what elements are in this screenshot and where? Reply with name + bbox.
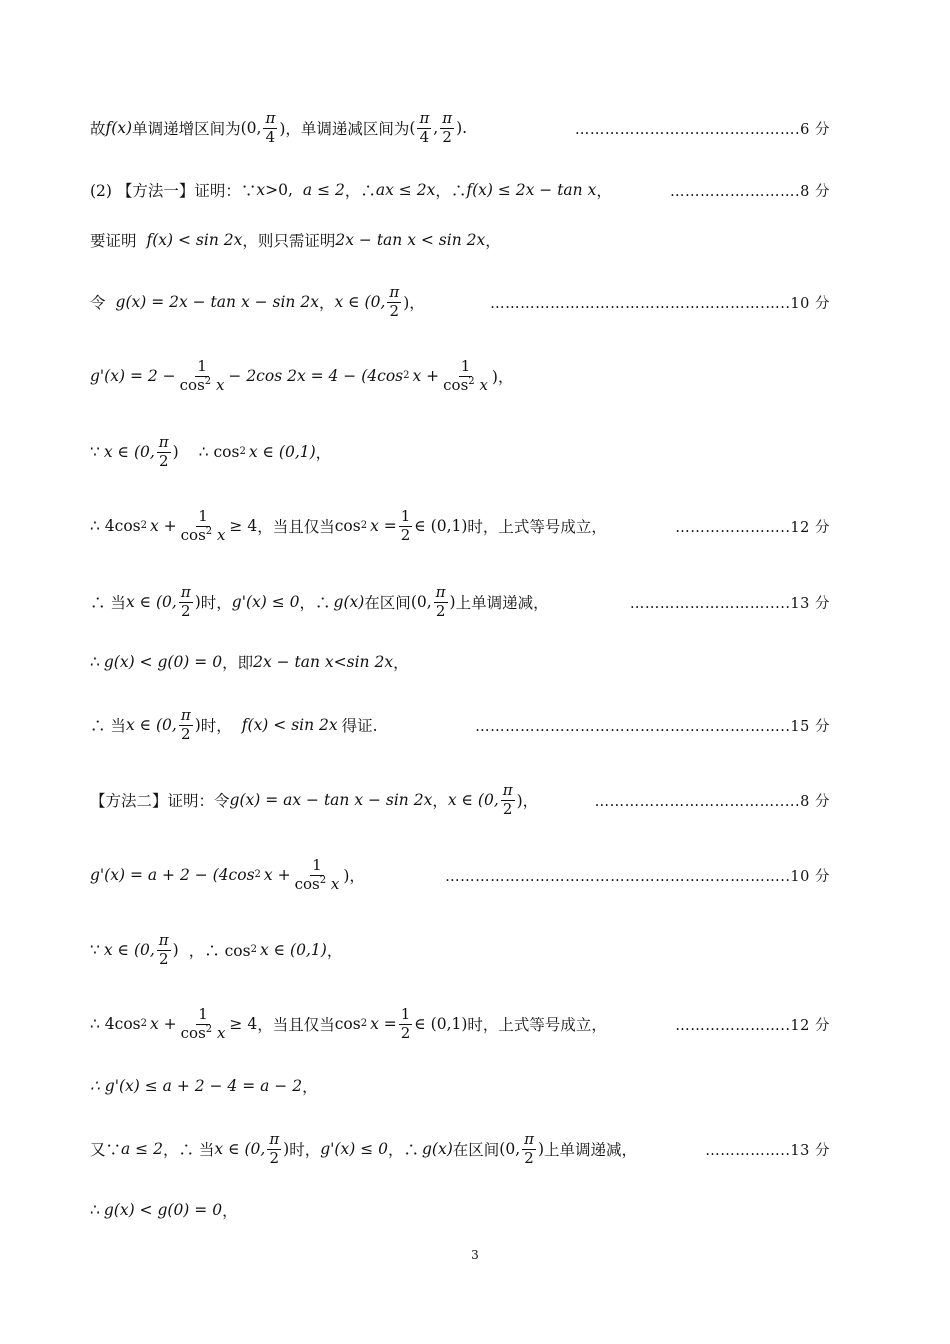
math: f(x) bbox=[105, 119, 133, 137]
math: >0, bbox=[265, 181, 293, 199]
math: x ∈ (0, bbox=[103, 443, 155, 461]
text: ，∴ bbox=[387, 1141, 419, 1159]
text: 时， bbox=[200, 594, 232, 612]
text: ， bbox=[302, 1078, 318, 1096]
text: ，当且仅当 bbox=[257, 1016, 335, 1034]
text: ， bbox=[326, 942, 343, 960]
math: x bbox=[256, 181, 266, 199]
fraction: $\frac{\pi}{2}$ bbox=[269, 1129, 280, 1167]
text: ， bbox=[393, 654, 409, 672]
math: ∈ (0,1) bbox=[414, 517, 468, 535]
math: ∴ g'(x) ≤ a + 2 − 4 = a − 2 bbox=[90, 1077, 303, 1095]
math: g(x) = 2x − tan x − sin 2x bbox=[115, 293, 319, 311]
math: x ∈ (0, bbox=[103, 941, 155, 959]
math: x ∈ (0, bbox=[447, 791, 499, 809]
text: ， bbox=[485, 232, 501, 250]
fraction: $\frac{\pi}{4}$ bbox=[419, 108, 430, 146]
text: 在区间 bbox=[364, 594, 411, 612]
solution-line-9 bbox=[90, 632, 830, 692]
math: x + bbox=[263, 866, 291, 884]
fraction: $\frac{1}{\cos^2 x}$ bbox=[294, 855, 340, 893]
text: ，∴ bbox=[299, 594, 331, 612]
solution-line-8 bbox=[90, 572, 830, 632]
math: g(x) bbox=[422, 1140, 453, 1158]
math: f(x) ≤ 2x − tan x bbox=[466, 181, 597, 199]
math: f(x) < sin 2x bbox=[146, 231, 243, 249]
text: 时， bbox=[200, 717, 232, 735]
text: )， bbox=[403, 294, 425, 312]
math: ≥ 4 bbox=[229, 1015, 258, 1033]
math: ) bbox=[172, 941, 179, 959]
math: 2x − tan x < sin 2x bbox=[335, 231, 486, 249]
math: x + bbox=[412, 367, 440, 385]
fraction: $\frac{1}{2}$ bbox=[400, 1004, 411, 1042]
score-marker: …………………………………………………….……..10 分 bbox=[445, 868, 830, 885]
score-marker: ……………………….....13 分 bbox=[629, 595, 830, 612]
math: ∴ 4cos bbox=[90, 517, 141, 535]
math: ∴ 4cos bbox=[90, 1015, 141, 1033]
text: )，单调递减区间为 bbox=[279, 120, 410, 138]
math: x ∈ (0, bbox=[125, 593, 177, 611]
math: ) bbox=[194, 716, 201, 734]
fraction: $\frac{\pi}{2}$ bbox=[524, 1129, 534, 1167]
math: ∈ (0,1) bbox=[414, 1015, 468, 1033]
solution-line-14: ∴ 4cos 2 x + $\frac{1}{\cos^2 x}$ ≥ 4 ，当且仅当 cos 2 x = $\frac{1}{2}$ ∈ (0,1) 时，上式等号成立， …………………..12 分 bbox=[90, 1004, 830, 1042]
math: (0, bbox=[410, 593, 432, 611]
fraction: $\frac{\pi}{2}$ bbox=[180, 582, 191, 620]
fraction: $\frac{\pi}{2}$ bbox=[435, 582, 446, 620]
text: ， bbox=[432, 792, 448, 810]
text: 时，上式等号成立， bbox=[467, 518, 607, 536]
text: ∴ bbox=[90, 653, 100, 671]
math: ≥ 4 bbox=[229, 517, 258, 535]
text: ∵ bbox=[90, 443, 100, 461]
text: ， bbox=[318, 294, 335, 312]
math: cos bbox=[334, 517, 361, 535]
solution-line-1 bbox=[90, 98, 830, 158]
text: 故 bbox=[90, 120, 106, 138]
text: ，即 bbox=[222, 654, 254, 672]
fraction: $\frac{\pi}{2}$ bbox=[389, 282, 400, 320]
math: cos bbox=[334, 1015, 361, 1033]
math: x ∈ (0,1) bbox=[248, 443, 316, 461]
solution-line-11 bbox=[90, 770, 830, 830]
score-marker: …………….……….8 分 bbox=[669, 183, 830, 200]
fraction: $\frac{\pi}{2}$ bbox=[502, 780, 513, 818]
math: g(x) bbox=[333, 593, 365, 611]
text: ， bbox=[222, 1202, 238, 1220]
math: ∴ cos bbox=[198, 443, 240, 461]
math: ) bbox=[449, 593, 456, 611]
text: 时， bbox=[289, 1141, 321, 1159]
score-marker: ……………………………………………….…..10 分 bbox=[490, 295, 830, 312]
text: ∴ 当 bbox=[90, 594, 126, 612]
math: f(x) < sin 2x bbox=[241, 716, 338, 734]
math: a ≤ 2 bbox=[121, 1140, 163, 1158]
math: ax ≤ 2x bbox=[375, 181, 436, 199]
text: 要证明 bbox=[90, 232, 137, 250]
fraction: $\frac{1}{\cos^2 x}$ bbox=[179, 356, 225, 394]
text: )， bbox=[343, 867, 365, 885]
score-marker: …………………..12 分 bbox=[675, 519, 830, 536]
math: (0, bbox=[240, 119, 262, 137]
math: x + bbox=[150, 1015, 177, 1033]
text: ，当且仅当 bbox=[257, 518, 335, 536]
math: a ≤ 2 bbox=[302, 181, 345, 199]
fraction: $\frac{\pi}{2}$ bbox=[158, 930, 169, 968]
solution-line-10 bbox=[90, 695, 830, 755]
math: ( bbox=[409, 119, 416, 137]
math: − 2cos 2x = 4 − (4cos bbox=[228, 367, 404, 385]
text: 令 bbox=[90, 294, 106, 312]
text: ，则只需证明 bbox=[242, 232, 336, 250]
math: ) bbox=[537, 1140, 545, 1158]
math: x + bbox=[150, 517, 177, 535]
math: ). bbox=[456, 119, 468, 137]
text: 时，上式等号成立， bbox=[467, 1016, 607, 1034]
math: g(x) < g(0) = 0 bbox=[103, 653, 223, 671]
math: x ∈ (0,1) bbox=[259, 941, 327, 959]
text: 【方法二】证明：令 bbox=[90, 792, 230, 810]
score-marker: …………………..12 分 bbox=[675, 1017, 830, 1034]
math: x = bbox=[370, 1015, 397, 1033]
text: ，∴ bbox=[344, 182, 376, 200]
score-marker: …………………….……….……….6 分 bbox=[574, 121, 830, 138]
solution-line-5: g'(x) = 2 − $\frac{1}{\cos^2 x}$ − 2cos 2x = 4 − (4cos 2 x + $\frac{1}{\cos^2 x}$ )， bbox=[90, 356, 514, 394]
math: x ∈ (0, bbox=[214, 1140, 266, 1158]
math: x = bbox=[370, 517, 397, 535]
solution-line-7: ∴ 4cos 2 x + $\frac{1}{\cos^2 x}$ ≥ 4 ，当且仅当 cos 2 x = $\frac{1}{2}$ ∈ (0,1) 时，上式等号成立， …………………..12 分 bbox=[90, 506, 830, 544]
fraction: $\frac{\pi}{2}$ bbox=[158, 432, 169, 470]
math: ，∴ cos bbox=[188, 942, 251, 960]
math: x ∈ (0, bbox=[334, 293, 386, 311]
text: 在区间 bbox=[452, 1141, 500, 1159]
fraction: $\frac{1}{\cos^2 x}$ bbox=[443, 356, 488, 394]
text: ∴ 当 bbox=[90, 717, 126, 735]
solution-line-6: ∵ x ∈ (0, $\frac{\pi}{2}$ ) ∴ cos 2 x ∈ (0,1) ， bbox=[90, 432, 332, 470]
page-number: 3 bbox=[471, 1248, 479, 1262]
solution-line-4 bbox=[90, 272, 830, 332]
score-marker: ……………..13 分 bbox=[705, 1142, 830, 1159]
fraction: $\frac{1}{\cos^2 x}$ bbox=[180, 1004, 226, 1042]
text: ，∴ bbox=[435, 182, 467, 200]
text: ，∴ 当 bbox=[162, 1141, 215, 1159]
text: ∵ bbox=[90, 941, 100, 959]
math: g(x) = ax − tan x − sin 2x bbox=[229, 791, 433, 809]
score-marker: ……………………………………………….……..15 分 bbox=[475, 718, 830, 735]
math: ) bbox=[283, 1140, 290, 1158]
text: )， bbox=[491, 368, 514, 386]
math: g'(x) = a + 2 − (4cos bbox=[90, 866, 255, 884]
text: 得证. bbox=[341, 717, 378, 735]
text: 单调递增区间为 bbox=[132, 120, 241, 138]
text: ， bbox=[596, 182, 612, 200]
math: (0, bbox=[499, 1140, 521, 1158]
fraction: $\frac{\pi}{2}$ bbox=[180, 705, 191, 743]
text: (2) 【方法一】证明：∵ bbox=[90, 182, 257, 200]
fraction: $\frac{\pi}{2}$ bbox=[442, 108, 453, 146]
solution-line-3 bbox=[90, 210, 830, 270]
math: ) bbox=[194, 593, 201, 611]
math: 2x − tan x<sin 2x bbox=[253, 653, 394, 671]
text: 又∵ bbox=[90, 1141, 122, 1159]
solution-line-16 bbox=[90, 1119, 830, 1179]
fraction: $\frac{\pi}{4}$ bbox=[265, 108, 276, 146]
solution-line-13: ∵ x ∈ (0, $\frac{\pi}{2}$ ) ，∴ cos 2 x ∈ (0,1) ， bbox=[90, 930, 343, 968]
text: )， bbox=[516, 792, 539, 810]
text: ∴ bbox=[90, 1201, 100, 1219]
text: ， bbox=[315, 444, 332, 462]
text: 上单调递减， bbox=[455, 594, 549, 612]
math: g'(x) = 2 − bbox=[90, 367, 176, 385]
fraction: $\frac{1}{2}$ bbox=[400, 506, 411, 544]
text: 上单调递减， bbox=[544, 1141, 638, 1159]
math: , bbox=[433, 119, 439, 137]
solution-line-15 bbox=[90, 1056, 830, 1116]
math: g'(x) ≤ 0 bbox=[320, 1140, 388, 1158]
math: x ∈ (0, bbox=[125, 716, 177, 734]
solution-line-17 bbox=[90, 1180, 830, 1240]
solution-line-12: g'(x) = a + 2 − (4cos 2 x + $\frac{1}{\cos^2 x}$ )， …………………………………………………….……..10 分 bbox=[90, 855, 830, 893]
math: ) bbox=[172, 443, 179, 461]
fraction: $\frac{1}{\cos^2 x}$ bbox=[180, 506, 226, 544]
math: g'(x) ≤ 0 bbox=[231, 593, 300, 611]
math: g(x) < g(0) = 0 bbox=[103, 1201, 223, 1219]
score-marker: ……………………………….....8 分 bbox=[594, 793, 830, 810]
